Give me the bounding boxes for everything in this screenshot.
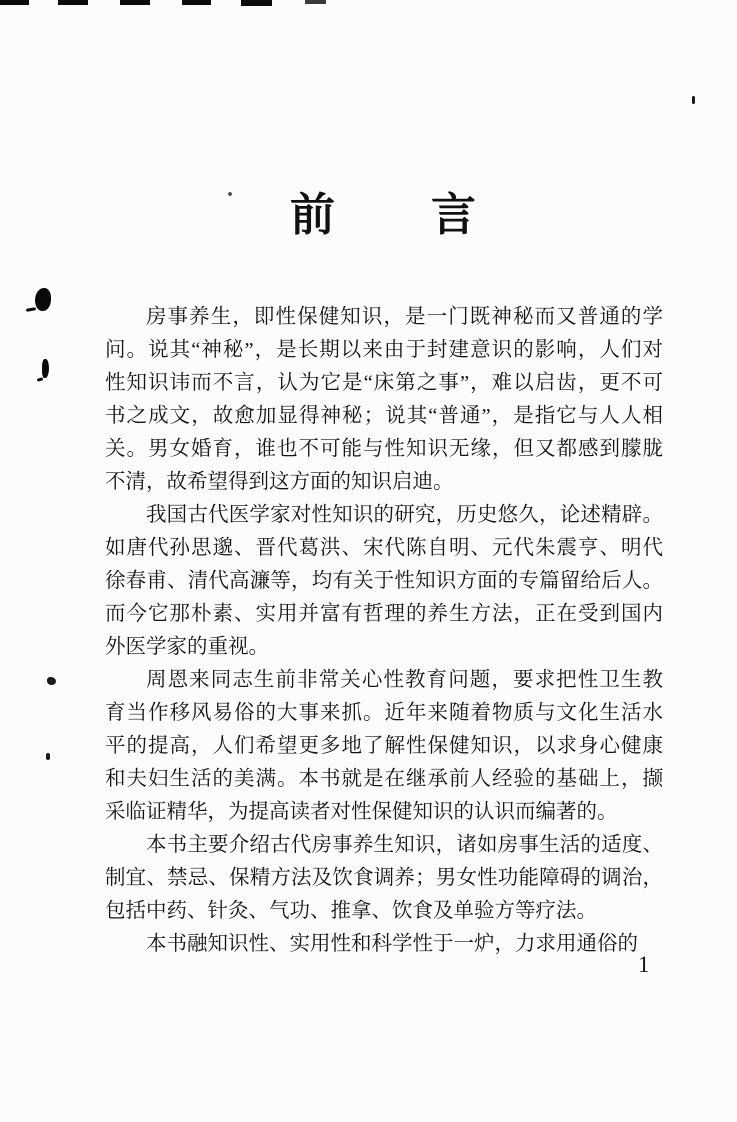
binding-mark bbox=[305, 0, 326, 4]
text-line: 书之成文，故愈加显得神秘；说其“普通”，是指它与人人相 bbox=[105, 405, 663, 427]
page-title: 前 言 bbox=[289, 190, 478, 240]
text-line: 如唐代孙思邈、晋代葛洪、宋代陈自明、元代朱震亨、明代 bbox=[105, 537, 663, 559]
ink-blot bbox=[35, 288, 51, 311]
text-line: 育当作移风易俗的大事来抓。近年来随着物质与文化生活水 bbox=[105, 702, 663, 724]
text-line: 包括中药、针灸、气功、推拿、饮食及单验方等疗法。 bbox=[105, 900, 597, 922]
binding-mark bbox=[58, 0, 88, 5]
text-line: 我国古代医学家对性知识的研究，历史悠久，论述精辟。 bbox=[146, 504, 663, 526]
text-line: 房事养生，即性保健知识，是一门既神秘而又普通的学 bbox=[146, 306, 663, 328]
binding-mark bbox=[0, 0, 29, 5]
text-line: 不清，故希望得到这方面的知识启迪。 bbox=[105, 471, 454, 493]
ink-blot-tail bbox=[26, 307, 36, 312]
text-line: 本书融知识性、实用性和科学性于一炉，力求用通俗的 bbox=[146, 933, 638, 955]
text-line: 本书主要介绍古代房事养生知识，诸如房事生活的适度、 bbox=[146, 834, 663, 856]
binding-mark bbox=[182, 0, 211, 5]
ink-speck bbox=[692, 96, 695, 104]
body-text bbox=[105, 301, 663, 961]
text-line: 性知识讳而不言，认为它是“床第之事”，难以启齿，更不可 bbox=[105, 372, 663, 394]
text-line: 关。男女婚育，谁也不可能与性知识无缘，但又都感到朦胧 bbox=[105, 438, 663, 460]
page-number: 1 bbox=[638, 952, 650, 977]
ink-drip-dot bbox=[37, 377, 44, 382]
text-line: 徐春甫、清代高濂等，均有关于性知识方面的专篇留给后人。 bbox=[105, 570, 663, 592]
text-line: 采临证精华，为提高读者对性保健知识的认识而编著的。 bbox=[105, 801, 618, 823]
ink-speck bbox=[46, 753, 50, 760]
text-line: 外医学家的重视。 bbox=[105, 636, 269, 658]
text-line: 和夫妇生活的美满。本书就是在继承前人经验的基础上，撷 bbox=[105, 768, 663, 790]
text-line: 制宜、禁忌、保精方法及饮食调养；男女性功能障碍的调治， bbox=[105, 867, 663, 889]
ink-speck bbox=[47, 677, 56, 685]
text-line: 平的提高，人们希望更多地了解性保健知识，以求身心健康 bbox=[105, 735, 663, 757]
binding-mark bbox=[120, 0, 150, 5]
ink-drip bbox=[42, 359, 49, 378]
text-line: 而今它那朴素、实用并富有哲理的养生方法，正在受到国内 bbox=[105, 603, 663, 625]
binding-mark bbox=[241, 0, 272, 6]
text-line: 周恩来同志生前非常关心性教育问题，要求把性卫生教 bbox=[146, 669, 663, 691]
text-line: 问。说其“神秘”，是长期以来由于封建意识的影响，人们对 bbox=[105, 339, 663, 361]
